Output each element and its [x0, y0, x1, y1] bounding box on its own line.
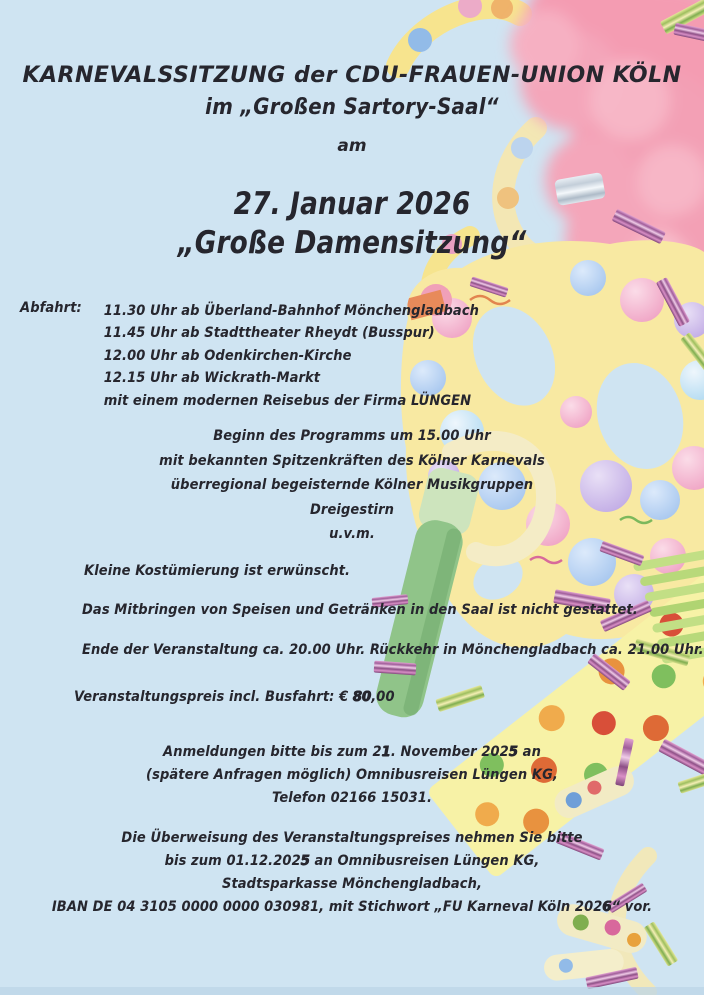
payment-line1: Die Überweisung des Veranstaltungspreises nehmen Sie bitte [121, 830, 583, 846]
registration-contact: (spätere Anfragen möglich) Omnibusreisen Lüngen KG, [146, 767, 558, 783]
event-name: „Große Damensitzung“ [177, 225, 527, 261]
price-amount: 80 [352, 689, 372, 705]
note-food: Das Mitbringen von Speisen und Getränken in den Saal ist nicht gestattet. [82, 602, 638, 618]
scan-edge [0, 987, 704, 995]
program-line: u.v.m. [329, 526, 375, 543]
departure-line: 12.15 Uhr ab Wickrath-Markt [103, 370, 321, 387]
payment-iban: IBAN DE 04 3105 0000 0000 030981, mit Stichwort „FU Karneval Köln 2026“ vor. [51, 899, 653, 915]
note-end-time: Ende der Veranstaltung ca. 20.00 Uhr. Rückkehr in Mönchengladbach ca. 21.00 Uhr. [82, 642, 704, 658]
departure-section [20, 300, 479, 412]
flyer-title-line2: im „Großen Sartory-Saal“ [205, 95, 499, 120]
registration-section [35, 741, 669, 810]
departure-line: 11.45 Uhr ab Stadttheater Rheydt (Busspur) [103, 325, 435, 342]
registration-phone: Telefon 02166 15031. [272, 790, 432, 806]
program-section [35, 424, 669, 547]
note-costume: Kleine Kostümierung ist erwünscht. [84, 563, 351, 579]
price-decimals: ,00 [371, 689, 395, 705]
program-line: Beginn des Programms um 15.00 Uhr [213, 428, 491, 444]
payment-bank: Stadtsparkasse Mönchengladbach, [221, 876, 483, 892]
departure-line: mit einem modernen Reisebus der Firma LÜNGEN [103, 392, 472, 409]
payment-line2: bis zum 01.12.2025 an Omnibusreisen Lüngen KG, [164, 853, 540, 869]
price-line [74, 689, 395, 705]
program-line: Dreigestirn [310, 501, 394, 518]
flyer-title-line3: am [337, 136, 367, 156]
departure-line: 12.00 Uhr ab Odenkirchen-Kirche [103, 347, 352, 364]
registration-deadline: Anmeldungen bitte bis zum 21. November 2025 an [163, 744, 541, 760]
event-date: 27. Januar 2026 [233, 186, 471, 222]
flyer-title-line1: KARNEVALSSITZUNG der CDU-FRAUEN-UNION KÖLN [22, 63, 682, 88]
departure-line: 11.30 Uhr ab Überland-Bahnhof Mönchengladbach [103, 303, 480, 319]
departure-label: Abfahrt: [20, 300, 82, 316]
payment-section [35, 827, 669, 919]
price-text: Veranstaltungspreis incl. Busfahrt: € [74, 689, 353, 705]
program-line: überregional begeisternde Kölner Musikgruppen [170, 477, 534, 494]
program-line: mit bekannten Spitzenkräften des Kölner Karnevals [159, 452, 545, 469]
